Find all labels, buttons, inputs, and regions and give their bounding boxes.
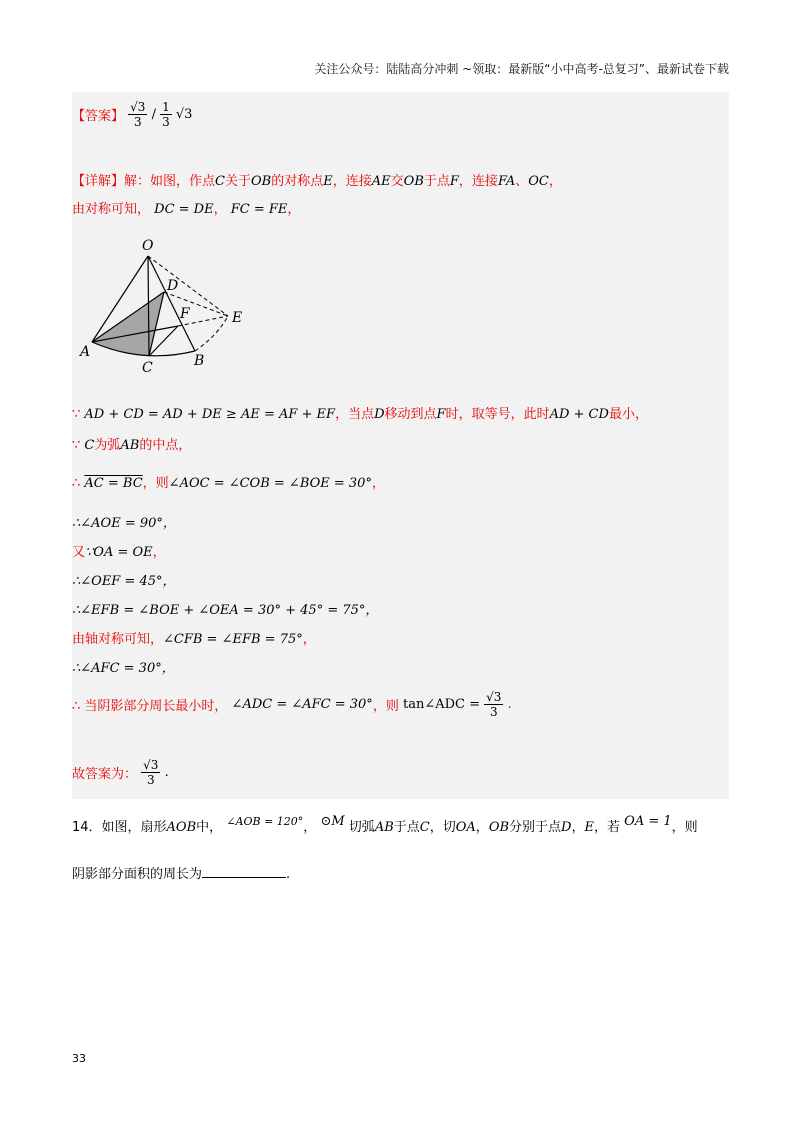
step-3: ∴ AC = BC，则∠AOC = ∠COB = ∠BOE = 30°， — [72, 476, 385, 491]
step-5: 又∵OA = OE， — [72, 545, 166, 560]
geometry-figure — [72, 236, 262, 376]
page-number: 33 — [72, 1052, 86, 1065]
question-14-line-2: 阴影部分面积的周长为 . — [72, 867, 291, 882]
label-E: E — [232, 310, 243, 326]
question-14-line-1: 14．如图，扇形AOB中， $^{\angle AOB = 120^\circ}$， ⊙M 切弧AB于点C，切OA，OB分别于点D，E，若 OA = 1，则 — [72, 814, 698, 835]
page-header: 关注公众号：陆陆高分冲刺 ~领取：最新版“小中高考-总复习”、最新试卷下载 — [314, 62, 729, 76]
step-10: ∴ 当阴影部分周长最小时， ∠ADC = ∠AFC = 30°，则 tan∠ADC = $\frac{√3}{3}$ . — [72, 690, 512, 719]
label-A: A — [80, 344, 91, 360]
answer-label: 【答案】 — [72, 109, 125, 124]
label-O: O — [142, 238, 154, 254]
detail-intro-line: 【详解】解：如图，作点C关于OB的对称点E，连接AE交OB于点F，连接FA、OC， — [72, 174, 562, 189]
step-1: ∵ AD + CD = AD + DE ≥ AE = AF + EF，当点D移动到点F时，取等号，此时AD + CD最小， — [72, 407, 648, 422]
answer-line: 【答案】 $\frac{√3}{3}$ / $\frac{1}{3}$ √3 — [72, 100, 193, 129]
final-fraction: $\frac{√3}{3}$ — [143, 758, 159, 787]
label-F: F — [180, 306, 190, 322]
answer-blank[interactable] — [202, 877, 286, 878]
step-4: ∴∠AOE = 90°， — [72, 516, 176, 531]
step-7: ∴∠EFB = ∠BOE + ∠OEA = 30° + 45° = 75°， — [72, 603, 379, 618]
tan-fraction: $\frac{√3}{3}$ — [486, 690, 502, 719]
symmetry-line: 由对称可知， DC = DE， FC = FE， — [72, 202, 301, 217]
step-6: ∴∠OEF = 45°， — [72, 574, 176, 589]
label-D: D — [167, 278, 179, 294]
final-answer: 故答案为： $\frac{√3}{3}$ . — [72, 758, 169, 787]
answer-fraction-2: $\frac{1}{3}$ — [162, 100, 170, 129]
step-8: 由轴对称可知，∠CFB = ∠EFB = 75°， — [72, 632, 316, 647]
label-C: C — [142, 360, 153, 376]
step-9: ∴∠AFC = 30°， — [72, 661, 175, 676]
step-2: ∵ C为弧AB的中点， — [72, 438, 192, 453]
segment-DE — [164, 292, 228, 316]
label-B: B — [194, 353, 205, 369]
answer-fraction-1: $\frac{√3}{3}$ — [130, 100, 146, 129]
